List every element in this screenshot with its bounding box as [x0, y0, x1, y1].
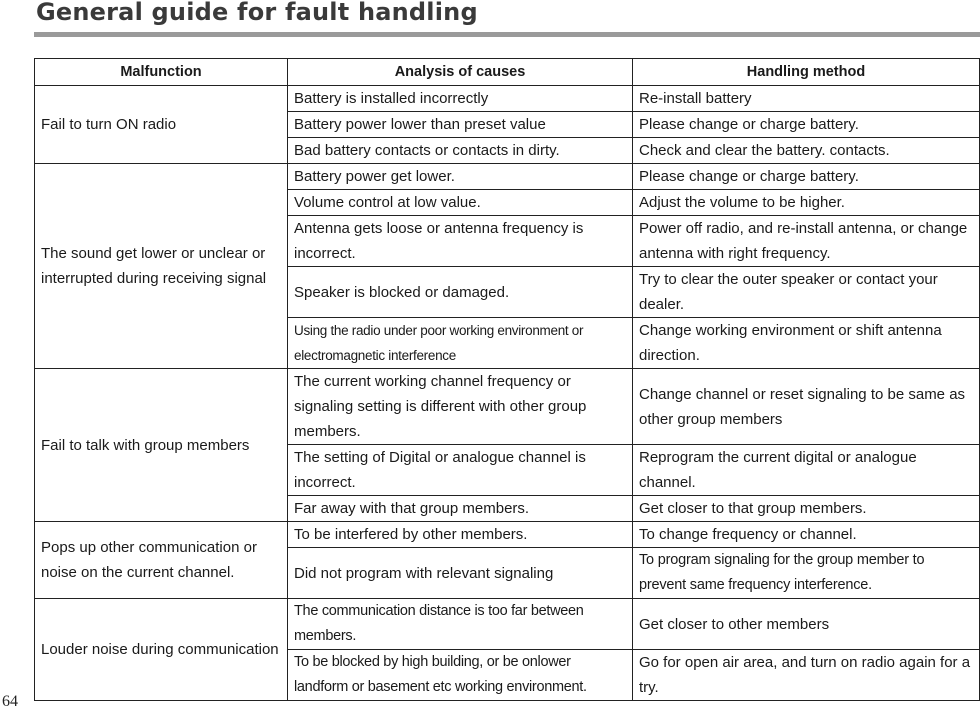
cause-cell: To be interfered by other members. [288, 522, 633, 548]
malfunction-cell: Fail to talk with group members [35, 369, 288, 522]
cause-cell: Battery power lower than preset value [288, 112, 633, 138]
method-cell: Please change or charge battery. [633, 164, 980, 190]
cause-cell: Using the radio under poor working environment or electromagnetic interference [288, 318, 633, 369]
method-cell: Get closer to other members [633, 599, 980, 650]
method-cell: Adjust the volume to be higher. [633, 190, 980, 216]
page-title: General guide for fault handling [36, 0, 478, 26]
method-cell: Try to clear the outer speaker or contact your dealer. [633, 267, 980, 318]
method-cell: Go for open air area, and turn on radio again for a try. [633, 650, 980, 701]
cause-cell: Battery power get lower. [288, 164, 633, 190]
table-row [35, 369, 980, 445]
method-cell: Re-install battery [633, 86, 980, 112]
title-divider [34, 32, 980, 37]
method-cell: Please change or charge battery. [633, 112, 980, 138]
cause-cell: The setting of Digital or analogue channel is incorrect. [288, 445, 633, 496]
table-row [35, 522, 980, 548]
table-row [35, 164, 980, 190]
header-malfunction: Malfunction [35, 59, 288, 86]
header-causes: Analysis of causes [288, 59, 633, 86]
cause-cell: To be blocked by high building, or be onlower landform or basement etc working environment. [288, 650, 633, 701]
cause-cell: Volume control at low value. [288, 190, 633, 216]
malfunction-cell: Fail to turn ON radio [35, 86, 288, 164]
malfunction-cell: The sound get lower or unclear or interrupted during receiving signal [35, 164, 288, 369]
header-handling: Handling method [633, 59, 980, 86]
method-cell: Check and clear the battery. contacts. [633, 138, 980, 164]
cause-cell: Did not program with relevant signaling [288, 548, 633, 599]
method-cell: Power off radio, and re-install antenna, or change antenna with right frequency. [633, 216, 980, 267]
method-cell: Reprogram the current digital or analogue channel. [633, 445, 980, 496]
cause-cell: Antenna gets loose or antenna frequency is incorrect. [288, 216, 633, 267]
method-cell: Change working environment or shift antenna direction. [633, 318, 980, 369]
cause-cell: Battery is installed incorrectly [288, 86, 633, 112]
method-cell: Change channel or reset signaling to be same as other group members [633, 369, 980, 445]
cause-cell: The communication distance is too far between members. [288, 599, 633, 650]
cause-cell: Speaker is blocked or damaged. [288, 267, 633, 318]
page-number: 64 [2, 693, 18, 710]
method-cell: To change frequency or channel. [633, 522, 980, 548]
method-cell: To program signaling for the group member to prevent same frequency interference. [633, 548, 980, 599]
cause-cell: Far away with that group members. [288, 496, 633, 522]
cause-cell: The current working channel frequency or signaling setting is different with other group members. [288, 369, 633, 445]
malfunction-cell: Louder noise during communication [35, 599, 288, 701]
malfunction-cell: Pops up other communication or noise on the current channel. [35, 522, 288, 599]
fault-table [34, 58, 980, 701]
table-row [35, 599, 980, 650]
table-row [35, 86, 980, 112]
cause-cell: Bad battery contacts or contacts in dirty. [288, 138, 633, 164]
method-cell: Get closer to that group members. [633, 496, 980, 522]
table-header-row [35, 59, 980, 86]
